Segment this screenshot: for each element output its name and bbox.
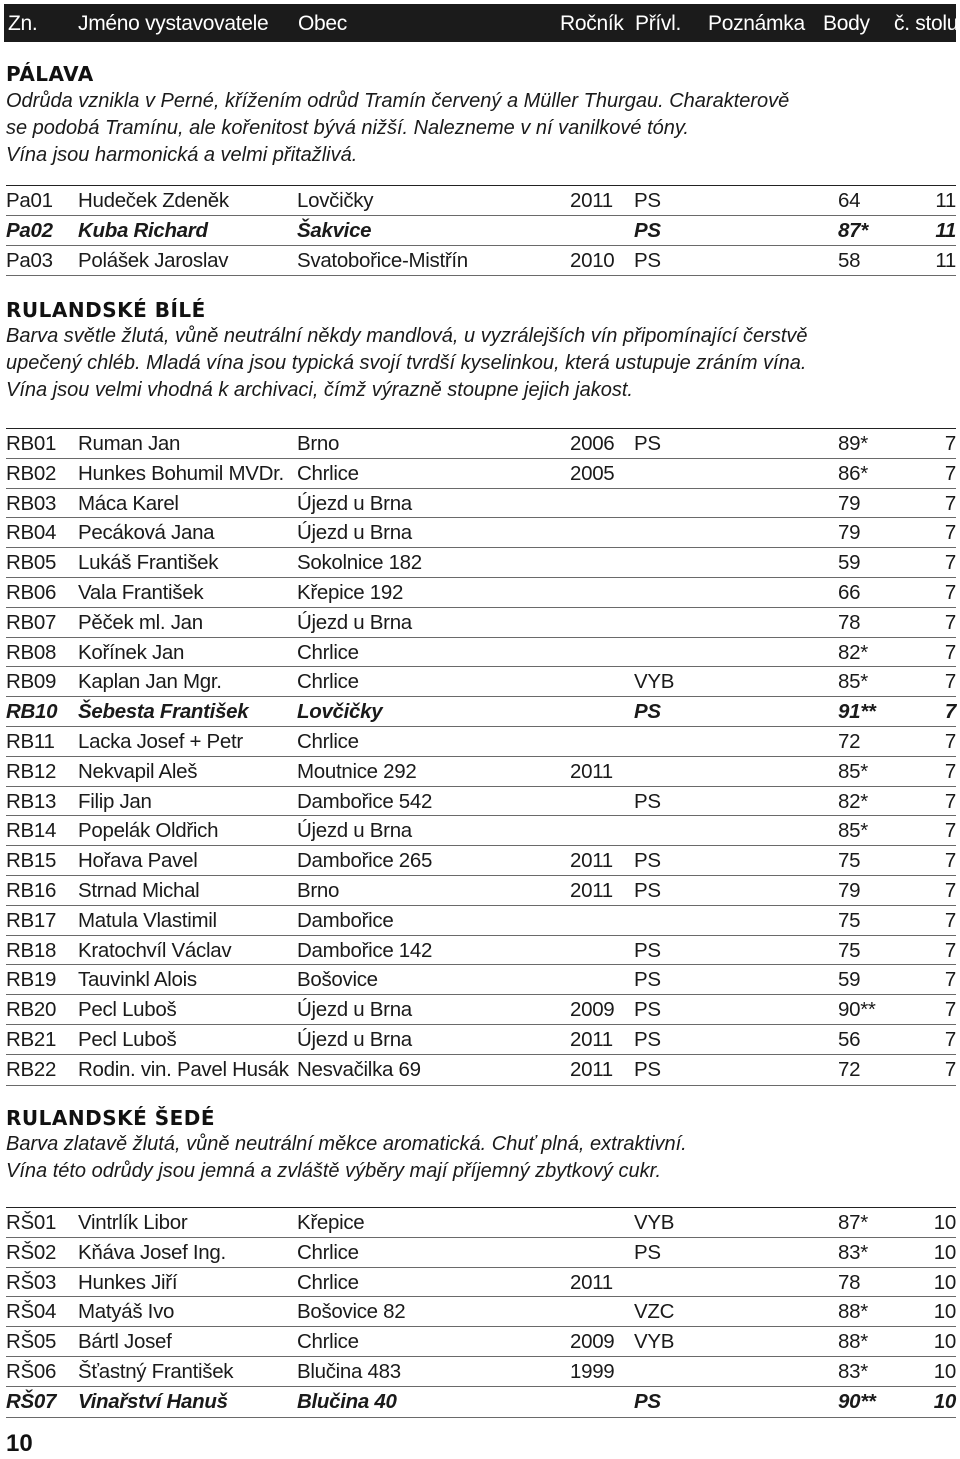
cell-town: Chrlice [297, 1330, 359, 1354]
cell-town: Lovčičky [297, 700, 383, 724]
cell-table: 11 [935, 248, 956, 272]
cell-year: 2005 [570, 461, 615, 485]
cell-score: 83* [838, 1360, 868, 1383]
cell-score: 72 [838, 730, 861, 753]
cell-id: RB15 [6, 849, 57, 873]
cell-name: Pecl Luboš [78, 998, 177, 1022]
cell-table: 7 [944, 521, 956, 545]
cell-town: Újezd u Brna [297, 521, 412, 545]
table-row [6, 815, 956, 846]
section-desc-palava [6, 88, 789, 169]
cell-id: RB10 [6, 700, 58, 724]
cell-table: 10 [933, 1360, 956, 1383]
cell-id: RB04 [6, 521, 57, 545]
cell-score: 66 [838, 581, 861, 604]
cell-table: 7 [944, 938, 956, 962]
cell-id: RB21 [6, 1028, 57, 1051]
cell-year: 2011 [570, 879, 613, 902]
cell-town: Újezd u Brna [297, 491, 412, 515]
page-number: 10 [6, 1430, 33, 1457]
cell-id: Pa03 [6, 248, 53, 272]
cell-prizes: PS [634, 968, 661, 992]
table-row [6, 666, 956, 697]
cell-town: Sokolnice 182 [297, 551, 422, 575]
cell-id: RŠ02 [6, 1240, 57, 1264]
cell-town: Dambořice 142 [297, 938, 433, 962]
cell-prizes: VYB [634, 670, 675, 694]
header-prizes: Přívl. [635, 12, 682, 35]
cell-town: Chrlice [297, 670, 359, 694]
cell-prizes: PS [634, 998, 661, 1022]
cell-table: 10 [933, 1300, 956, 1324]
cell-id: RB12 [6, 759, 57, 783]
cell-table: 7 [944, 849, 956, 873]
cell-id: RB11 [6, 730, 55, 753]
cell-name: Šťastný František [78, 1360, 234, 1383]
cell-id: RŠ01 [6, 1211, 57, 1234]
cell-id: RŠ05 [6, 1330, 57, 1354]
cell-score: 75 [838, 849, 861, 873]
cell-name: Vala František [78, 581, 204, 604]
cell-name: Strnad Michal [78, 879, 200, 902]
cell-town: Moutnice 292 [297, 759, 417, 783]
cell-table: 7 [944, 610, 956, 634]
cell-score: 64 [838, 189, 861, 212]
table-row [6, 994, 956, 1025]
cell-id: Pa02 [6, 218, 53, 242]
cell-id: RB16 [6, 879, 57, 902]
table-row [6, 905, 956, 936]
table-row [6, 964, 956, 995]
table-row [6, 845, 956, 876]
cell-town: Bošovice [297, 968, 378, 992]
cell-table: 10 [933, 1240, 956, 1264]
cell-table: 7 [944, 879, 956, 902]
cell-prizes: PS [634, 248, 661, 272]
table-row [6, 786, 956, 817]
cell-name: Máca Karel [78, 491, 179, 515]
cell-prizes: PS [634, 1240, 661, 1264]
cell-score: 83* [838, 1240, 868, 1264]
cell-table: 7 [944, 491, 956, 515]
header-name: Jméno vystavovatele [78, 12, 269, 35]
cell-score: 59 [838, 968, 861, 992]
cell-id: RB06 [6, 581, 57, 604]
cell-prizes: PS [634, 1028, 661, 1051]
table-row [6, 488, 956, 519]
cell-id: RB17 [6, 908, 57, 932]
cell-year: 2011 [570, 1028, 613, 1051]
cell-name: Matyáš Ivo [78, 1300, 175, 1324]
cell-id: RB07 [6, 610, 57, 634]
cell-name: Kňáva Josef Ing. [78, 1240, 226, 1264]
cell-score: 86* [838, 461, 868, 485]
cell-id: RB13 [6, 789, 57, 813]
cell-year: 2011 [570, 1270, 613, 1294]
cell-prizes: PS [634, 432, 661, 455]
cell-year: 2006 [570, 432, 615, 455]
desc-line: Barva světle žlutá, vůně neutrální někdy mandlová, u vyzrálejších vín připomínající čerstvě [6, 325, 808, 347]
desc-line: Vína jsou harmonická a velmi přitažlivá. [6, 144, 358, 166]
cell-score: 89* [838, 432, 868, 455]
section-title-rulandske-bile: RULANDSKÉ BÍLÉ [6, 298, 206, 322]
cell-name: Ruman Jan [78, 432, 181, 455]
cell-score: 59 [838, 551, 861, 575]
cell-table: 7 [944, 1028, 956, 1051]
cell-id: RB05 [6, 551, 57, 575]
cell-score: 75 [838, 938, 861, 962]
cell-name: Matula Vlastimil [78, 908, 217, 932]
cell-table: 7 [944, 551, 956, 575]
cell-id: RŠ03 [6, 1270, 57, 1294]
cell-year: 2010 [570, 248, 615, 272]
cell-year: 2011 [570, 759, 613, 783]
cell-score: 72 [838, 1057, 861, 1081]
cell-table: 10 [933, 1211, 956, 1234]
cell-table: 7 [944, 670, 956, 694]
cell-id: RB03 [6, 491, 57, 515]
cell-town: Újezd u Brna [297, 819, 412, 843]
cell-score: 78 [838, 1270, 861, 1294]
cell-prizes: PS [634, 218, 661, 242]
cell-id: Pa01 [6, 189, 53, 212]
cell-score: 87* [838, 218, 868, 242]
cell-town: Dambořice 542 [297, 789, 433, 813]
header-zn: Zn. [8, 12, 38, 35]
header-score: Body [823, 12, 870, 35]
cell-name: Polášek Jaroslav [78, 248, 229, 272]
cell-table: 7 [944, 759, 956, 783]
cell-name: Kaplan Jan Mgr. [78, 670, 222, 694]
cell-name: Vintrlík Libor [78, 1211, 188, 1234]
header-table: č. stolu [894, 12, 959, 35]
cell-name: Filip Jan [78, 789, 152, 813]
cell-name: Hunkes Bohumil MVDr. [78, 461, 284, 485]
cell-score: 85* [838, 759, 868, 783]
cell-prizes: VZC [634, 1300, 675, 1324]
table-row [6, 875, 956, 906]
header-note: Poznámka [708, 12, 805, 35]
cell-prizes: PS [634, 789, 661, 813]
cell-name: Pěček ml. Jan [78, 610, 203, 634]
cell-score: 85* [838, 819, 868, 843]
cell-town: Chrlice [297, 1240, 359, 1264]
cell-name: Kratochvíl Václav [78, 938, 232, 962]
cell-town: Křepice [297, 1211, 365, 1234]
cell-town: Blučina 40 [297, 1389, 397, 1413]
cell-prizes: PS [634, 700, 661, 724]
cell-town: Dambořice [297, 908, 394, 932]
cell-prizes: PS [634, 849, 661, 873]
table-row [6, 185, 956, 216]
cell-table: 7 [944, 730, 956, 753]
cell-score: 56 [838, 1028, 861, 1051]
cell-town: Křepice 192 [297, 581, 404, 604]
cell-prizes: PS [634, 1057, 661, 1081]
cell-town: Svatobořice-Mistřín [297, 248, 468, 272]
cell-town: Šakvice [297, 218, 372, 242]
cell-name: Pecáková Jana [78, 521, 215, 545]
desc-line: Barva zlatavě žlutá, vůně neutrální měkce aromatická. Chuť plná, extraktivní. [6, 1133, 687, 1155]
cell-score: 88* [838, 1300, 868, 1324]
table-row [6, 1024, 956, 1055]
cell-year: 2011 [570, 849, 613, 873]
table-row [6, 428, 956, 459]
cell-table: 7 [944, 581, 956, 604]
cell-score: 79 [838, 491, 861, 515]
cell-id: RŠ04 [6, 1300, 57, 1324]
table-row [6, 1356, 956, 1387]
cell-table: 7 [944, 1057, 956, 1081]
header-year: Ročník [560, 12, 624, 35]
cell-town: Bošovice 82 [297, 1300, 406, 1324]
cell-score: 79 [838, 879, 861, 902]
cell-town: Nesvačilka 69 [297, 1057, 421, 1081]
section-title-palava: PÁLAVA [6, 62, 94, 86]
cell-town: Chrlice [297, 730, 359, 753]
cell-id: RŠ06 [6, 1360, 57, 1383]
cell-table: 7 [944, 640, 956, 664]
section-title-rulandske-sede: RULANDSKÉ ŠEDÉ [6, 1106, 216, 1130]
cell-prizes: PS [634, 189, 661, 212]
cell-town: Újezd u Brna [297, 998, 412, 1022]
cell-score: 90** [838, 998, 876, 1022]
table-row [6, 577, 956, 608]
cell-name: Kuba Richard [78, 218, 208, 242]
table-row [6, 1237, 956, 1268]
cell-table: 7 [944, 461, 956, 485]
cell-score: 58 [838, 248, 861, 272]
cell-table: 11 [935, 189, 956, 212]
cell-table: 7 [944, 432, 956, 455]
cell-town: Dambořice 265 [297, 849, 433, 873]
table-row [6, 756, 956, 787]
cell-name: Lukáš František [78, 551, 219, 575]
cell-score: 87* [838, 1211, 868, 1234]
table-header [4, 4, 959, 42]
section-desc-rulandske-bile [6, 323, 808, 404]
cell-year: 2009 [570, 1330, 615, 1354]
cell-id: RB18 [6, 938, 57, 962]
desc-line: se podobá Tramínu, ale kořenitost bývá nižší. Nalezneme v ní vanilkové tóny. [6, 117, 689, 139]
cell-prizes: PS [634, 879, 661, 902]
cell-name: Nekvapil Aleš [78, 759, 198, 783]
cell-table: 10 [933, 1389, 956, 1413]
table-row [6, 245, 956, 277]
cell-town: Chrlice [297, 640, 359, 664]
cell-town: Újezd u Brna [297, 1028, 412, 1051]
table-row [6, 215, 956, 246]
cell-name: Vinařství Hanuš [78, 1389, 228, 1413]
desc-line: upečený chléb. Mladá vína jsou typická svojí tvrdší kyselinkou, která ustupuje zráním vína. [6, 352, 807, 374]
section-desc-rulandske-sede [6, 1131, 687, 1185]
cell-score: 78 [838, 610, 861, 634]
desc-line: Odrůda vznikla v Perné, křížením odrůd Tramín červený a Müller Thurgau. Charakterově [6, 90, 790, 112]
cell-name: Lacka Josef + Petr [78, 730, 243, 753]
cell-prizes: VYB [634, 1330, 675, 1354]
table-row [6, 1386, 956, 1418]
cell-id: RB02 [6, 461, 57, 485]
cell-year: 2011 [570, 1057, 613, 1081]
table-row [6, 1207, 956, 1238]
cell-id: RB09 [6, 670, 57, 694]
cell-score: 85* [838, 670, 868, 694]
cell-table: 10 [933, 1270, 956, 1294]
cell-table: 7 [944, 968, 956, 992]
cell-score: 91** [838, 700, 876, 724]
cell-town: Chrlice [297, 461, 359, 485]
cell-table: 7 [944, 998, 956, 1022]
cell-score: 79 [838, 521, 861, 545]
cell-table: 7 [944, 908, 956, 932]
cell-town: Brno [297, 432, 340, 455]
cell-name: Pecl Luboš [78, 1028, 177, 1051]
cell-year: 2009 [570, 998, 615, 1022]
table-row [6, 458, 956, 489]
desc-line: Vína této odrůdy jsou jemná a zvláště výběry mají příjemný zbytkový cukr. [6, 1160, 662, 1182]
table-row [6, 637, 956, 668]
cell-name: Šebesta František [78, 700, 249, 724]
cell-name: Kořínek Jan [78, 640, 185, 664]
table-row [6, 607, 956, 638]
cell-score: 90** [838, 1389, 876, 1413]
table-row [6, 517, 956, 548]
cell-id: RB01 [6, 432, 57, 455]
cell-name: Hudeček Zdeněk [78, 189, 229, 212]
cell-id: RB19 [6, 968, 57, 992]
cell-name: Tauvinkl Alois [78, 968, 197, 992]
cell-table: 10 [933, 1330, 956, 1354]
desc-line: Vína jsou velmi vhodná k archivaci, čímž výrazně stoupne jejich jakost. [6, 379, 633, 401]
table-row [6, 1267, 956, 1298]
cell-id: RŠ07 [6, 1389, 57, 1413]
cell-id: RB14 [6, 819, 57, 843]
cell-table: 7 [944, 819, 956, 843]
header-town: Obec [298, 12, 347, 35]
cell-id: RB08 [6, 640, 57, 664]
cell-name: Popelák Oldřich [78, 819, 219, 843]
table-row [6, 1054, 956, 1086]
cell-id: RB20 [6, 998, 57, 1022]
table-row [6, 696, 956, 727]
cell-town: Chrlice [297, 1270, 359, 1294]
table-row [6, 547, 956, 578]
cell-name: Rodin. vin. Pavel Husák [78, 1057, 289, 1081]
cell-town: Újezd u Brna [297, 610, 412, 634]
table-row [6, 1296, 956, 1327]
cell-score: 75 [838, 908, 861, 932]
cell-town: Lovčičky [297, 189, 374, 212]
cell-year: 1999 [570, 1360, 615, 1383]
cell-prizes: VYB [634, 1211, 675, 1234]
cell-prizes: PS [634, 938, 661, 962]
cell-town: Brno [297, 879, 340, 902]
cell-name: Hořava Pavel [78, 849, 198, 873]
cell-prizes: PS [634, 1389, 661, 1413]
cell-table: 11 [935, 218, 956, 242]
cell-year: 2011 [570, 189, 613, 212]
cell-table: 7 [944, 700, 956, 724]
cell-score: 82* [838, 640, 868, 664]
cell-table: 7 [944, 789, 956, 813]
cell-town: Blučina 483 [297, 1360, 401, 1383]
cell-id: RB22 [6, 1057, 57, 1081]
table-row [6, 1326, 956, 1357]
cell-name: Bártl Josef [78, 1330, 172, 1354]
table-row [6, 726, 956, 757]
cell-score: 82* [838, 789, 868, 813]
table-row [6, 935, 956, 966]
cell-name: Hunkes Jiří [78, 1270, 178, 1294]
cell-score: 88* [838, 1330, 868, 1354]
